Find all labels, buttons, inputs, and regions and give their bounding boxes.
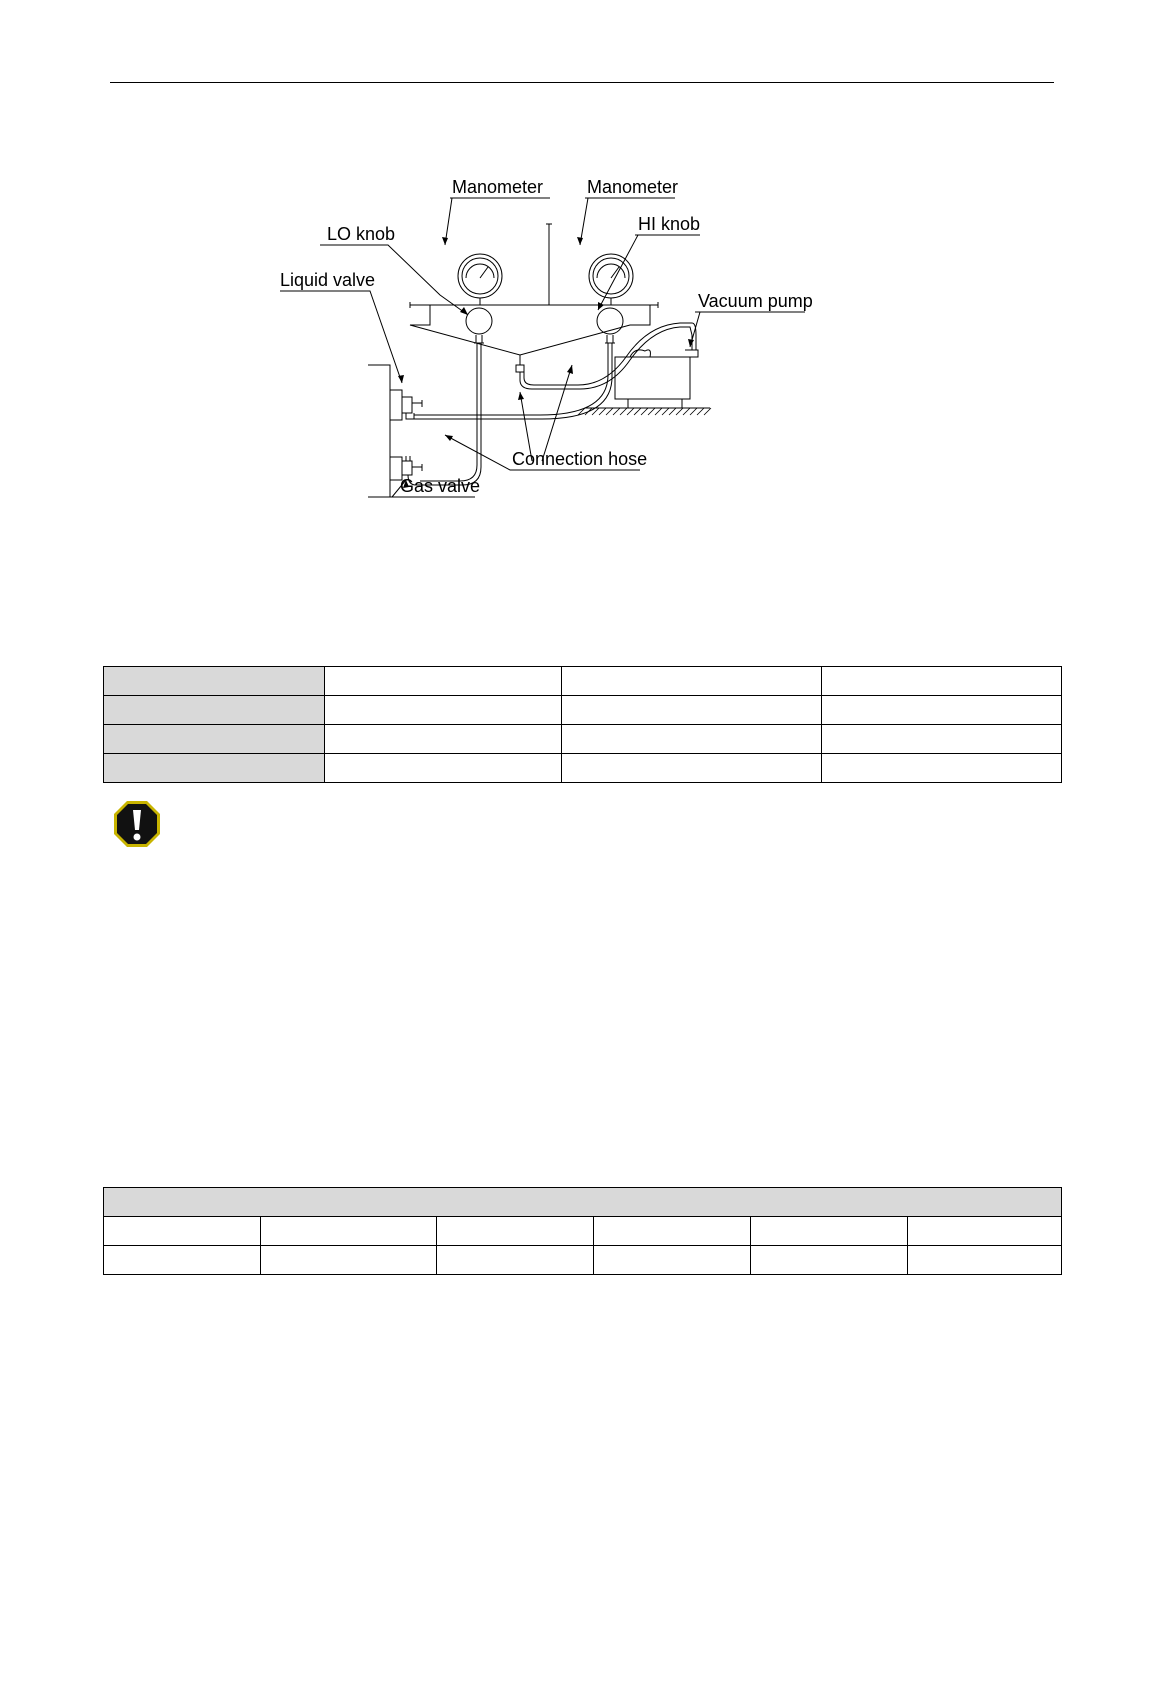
table-row	[104, 1217, 1062, 1246]
table-cell	[104, 754, 325, 783]
label-liquid-valve: Liquid valve	[280, 270, 376, 290]
table-row	[104, 667, 1062, 696]
label-manometer-right: Manometer	[587, 177, 679, 197]
label-manometer-left: Manometer	[452, 177, 544, 197]
exclamation-warning-icon	[112, 799, 162, 849]
table-cell	[822, 754, 1062, 783]
table-cell	[325, 754, 562, 783]
gas-valve-icon	[402, 456, 422, 475]
data-table	[103, 1187, 1062, 1275]
table-cell	[908, 1246, 1062, 1275]
table-cell	[594, 1217, 751, 1246]
vacuum-pump-icon	[585, 350, 710, 408]
table-cell	[822, 667, 1062, 696]
table-cell	[104, 725, 325, 754]
table-cell	[822, 725, 1062, 754]
table-cell	[908, 1217, 1062, 1246]
table-cell	[325, 696, 562, 725]
table-cell	[261, 1217, 437, 1246]
table-cell	[104, 1246, 261, 1275]
table-cell	[325, 667, 562, 696]
specification-table	[103, 666, 1062, 783]
label-connection-hose: Connection hose	[512, 449, 648, 469]
outdoor-unit-wall	[368, 365, 390, 497]
table-cell	[325, 725, 562, 754]
table-row	[104, 696, 1062, 725]
table-cell	[562, 696, 822, 725]
table-cell	[562, 754, 822, 783]
vacuum-pump-diagram	[280, 175, 900, 545]
table-cell	[104, 667, 325, 696]
table-row	[104, 725, 1062, 754]
label-gas-valve: Gas valve	[400, 476, 481, 496]
header-rule	[110, 82, 1054, 83]
table-cell	[562, 667, 822, 696]
hose-liquid	[414, 343, 608, 415]
table-cell	[437, 1246, 594, 1275]
table-cell	[104, 696, 325, 725]
manometer-left-icon	[458, 254, 502, 305]
table-header-row	[104, 1188, 1062, 1217]
label-lo-knob: LO knob	[327, 224, 396, 244]
label-hi-knob: HI knob	[638, 214, 701, 234]
hose-pump	[520, 327, 692, 389]
liquid-valve-icon	[402, 397, 422, 419]
table-header-cell	[104, 1188, 1062, 1217]
table-cell	[562, 725, 822, 754]
table-cell	[751, 1217, 908, 1246]
table-cell	[822, 696, 1062, 725]
manometer-right-icon	[589, 254, 633, 305]
lo-knob-icon	[466, 308, 492, 334]
manifold-body	[410, 305, 650, 355]
table-row	[104, 1246, 1062, 1275]
table-cell	[437, 1217, 594, 1246]
table-row	[104, 754, 1062, 783]
table-cell	[751, 1246, 908, 1275]
hose-gas	[420, 343, 477, 481]
table-cell	[594, 1246, 751, 1275]
diagram-svg	[280, 175, 900, 545]
table-cell	[261, 1246, 437, 1275]
table-cell	[104, 1217, 261, 1246]
label-vacuum-pump: Vacuum pump	[698, 291, 813, 311]
